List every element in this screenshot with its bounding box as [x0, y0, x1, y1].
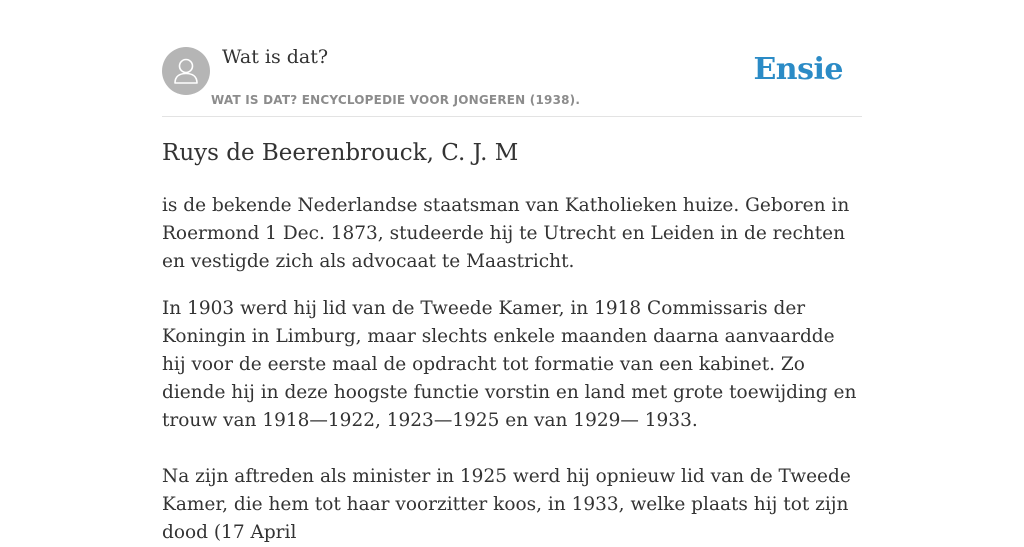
source-title-link[interactable]: Wat is dat?: [222, 46, 329, 68]
entry-paragraph: In 1903 werd hij lid van de Tweede Kamer, in 1918 Commissaris der Koningin in Limburg, maar slechts enkele maanden daarna aanvaardde hij voor de eerste maal de opdracht tot formatie van een kabinet. Zo diende hij in deze hoogste functie vorstin en land met grote toewijding en trouw van 1918—1922, 1923—1925 en van 1929— 1933.: [162, 298, 857, 431]
entry-title: Ruys de Beerenbrouck, C. J. M: [162, 140, 519, 166]
entry-paragraph: Na zijn aftreden als minister in 1925 werd hij opnieuw lid van de Tweede Kamer, die hem tot haar voorzitter koos, in 1933, welke plaats hij tot zijn dood (17 April: [162, 466, 851, 543]
entry-paragraph: is de bekende Nederlandse staatsman van Katholieken huize. Geboren in Roermond 1 Dec. 1873, studeerde hij te Utrecht en Leiden in de rechten en vestigde zich als advocaat te Maastricht.: [162, 195, 850, 272]
source-subtitle: WAT IS DAT? ENCYCLOPEDIE VOOR JONGEREN (1938).: [211, 93, 581, 107]
ensie-logo[interactable]: Ensie: [753, 52, 843, 87]
user-avatar-icon[interactable]: [162, 47, 210, 95]
page-container: [162, 0, 862, 543]
source-header: [162, 0, 862, 117]
